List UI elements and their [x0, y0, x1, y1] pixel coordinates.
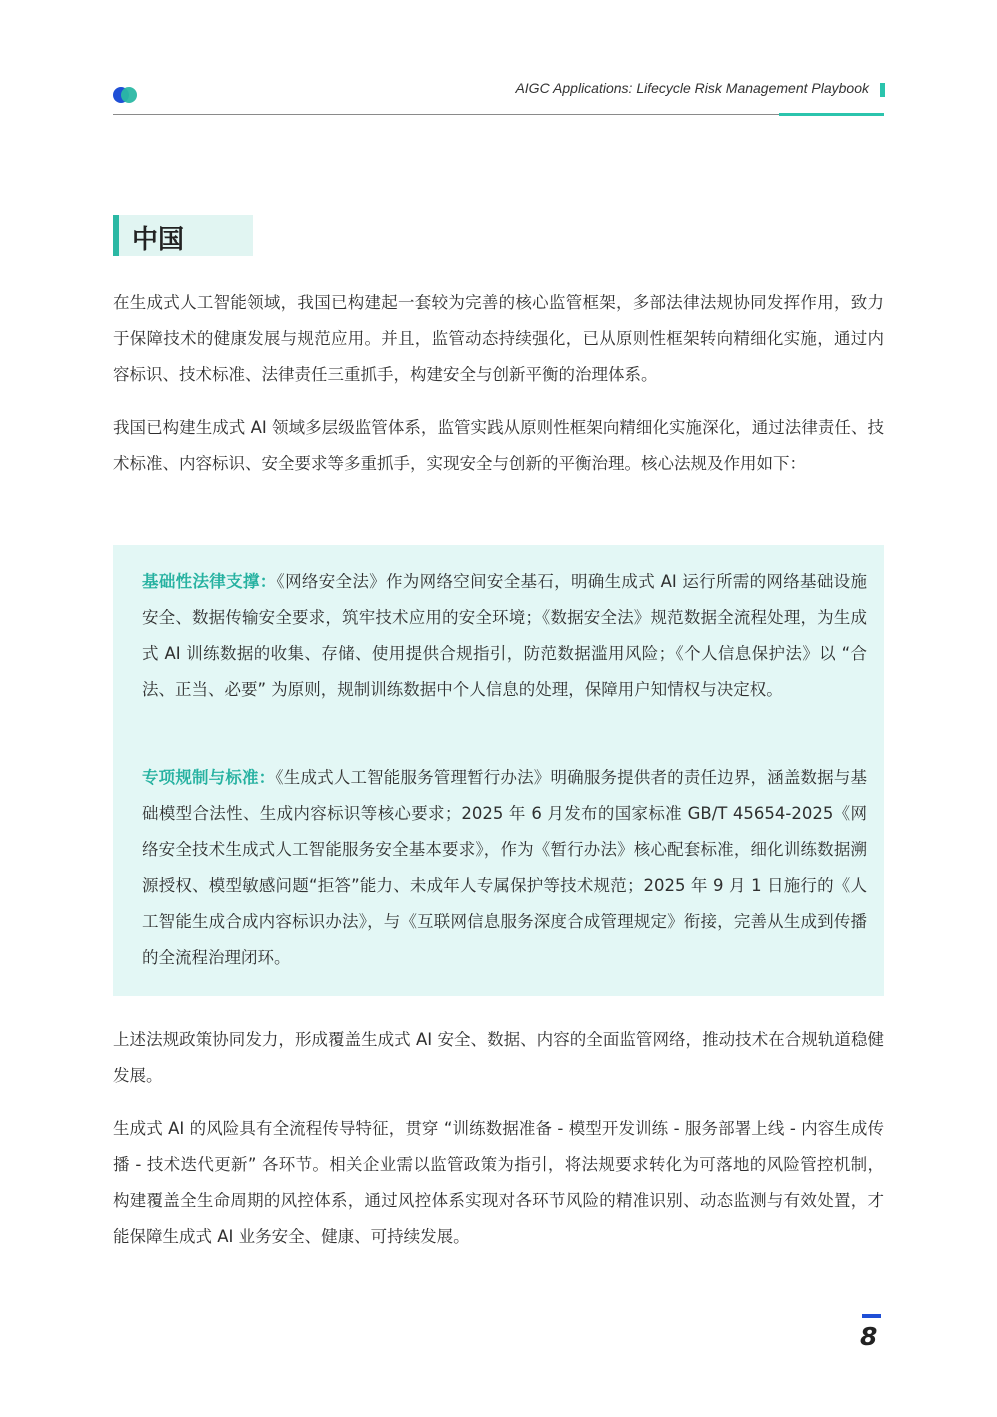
section-heading: [113, 215, 253, 256]
header-divider-accent: [779, 113, 884, 116]
callout-item-text: 《网络安全法》作为网络空间安全基石，明确生成式 AI 运行所需的网络基础设施安全、数据传输安全要求，筑牢技术应用的安全环境；《数据安全法》规范数据全流程处理，为生成式 AI 训练数据的收集、存储、使用提供合规指引，防范数据滥用风险；《个人信息保护法》以 “合法、正当、必要” 为原则，规制训练数据中个人信息的处理，保障用户知情权与决定权。: [142, 572, 867, 699]
callout-item-label: 基础性法律支撑：: [142, 572, 277, 591]
callout-item: [142, 760, 867, 976]
body-paragraph: 生成式 AI 的风险具有全流程传导特征，贯穿 “训练数据准备 - 模型开发训练 - 服务部署上线 - 内容生成传播 - 技术迭代更新” 各环节。相关企业需以监管政策为指引，将法规要求转化为可落地的风险管控机制，构建覆盖全生命周期的风控体系，通过风控体系实现对各环节风险的精准识别、动态监测与有效处置，才能保障生成式 AI 业务安全、健康、可持续发展。: [113, 1119, 884, 1246]
header-divider: [113, 114, 884, 115]
header-title: AIGC Applications: Lifecycle Risk Management Playbook: [515, 80, 869, 96]
callout-box: [113, 545, 884, 996]
header-accent-bar: [880, 83, 885, 97]
body-paragraph: 上述法规政策协同发力，形成覆盖生成式 AI 安全、数据、内容的全面监管网络，推动技术在合规轨道稳健发展。: [113, 1030, 884, 1085]
body-paragraph: 我国已构建生成式 AI 领域多层级监管体系，监管实践从原则性框架向精细化实施深化，通过法律责任、技术标准、内容标识、安全要求等多重抓手，实现安全与创新的平衡治理。核心法规及作用如下：: [113, 418, 884, 473]
logo-dot-teal-icon: [121, 87, 137, 103]
brand-logo: [113, 87, 139, 103]
section-heading-text: 中国: [132, 225, 185, 255]
page-number-accent: [862, 1314, 881, 1318]
callout-item: [142, 564, 867, 708]
callout-item-label: 专项规制与标准：: [142, 768, 276, 787]
body-paragraph: 在生成式人工智能领域，我国已构建起一套较为完善的核心监管框架，多部法律法规协同发挥作用，致力于保障技术的健康发展与规范应用。并且，监管动态持续强化，已从原则性框架转向精细化实施，通过内容标识、技术标准、法律责任三重抓手，构建安全与创新平衡的治理体系。: [113, 293, 884, 384]
page-number: 8: [860, 1322, 878, 1351]
callout-item-text: 《生成式人工智能服务管理暂行办法》明确服务提供者的责任边界，涵盖数据与基础模型合法性、生成内容标识等核心要求；2025 年 6 月发布的国家标准 GB/T 45654-2025《网络安全技术生成式人工智能服务安全基本要求》，作为《暂行办法》核心配套标准，细化训练数据溯源授权、模型敏感问题“拒答”能力、未成年人专属保护等技术规范；2025 年 9 月 1 日施行的《人工智能生成合成内容标识办法》，与《互联网信息服务深度合成管理规定》衔接，完善从生成到传播的全流程治理闭环。: [142, 768, 868, 967]
